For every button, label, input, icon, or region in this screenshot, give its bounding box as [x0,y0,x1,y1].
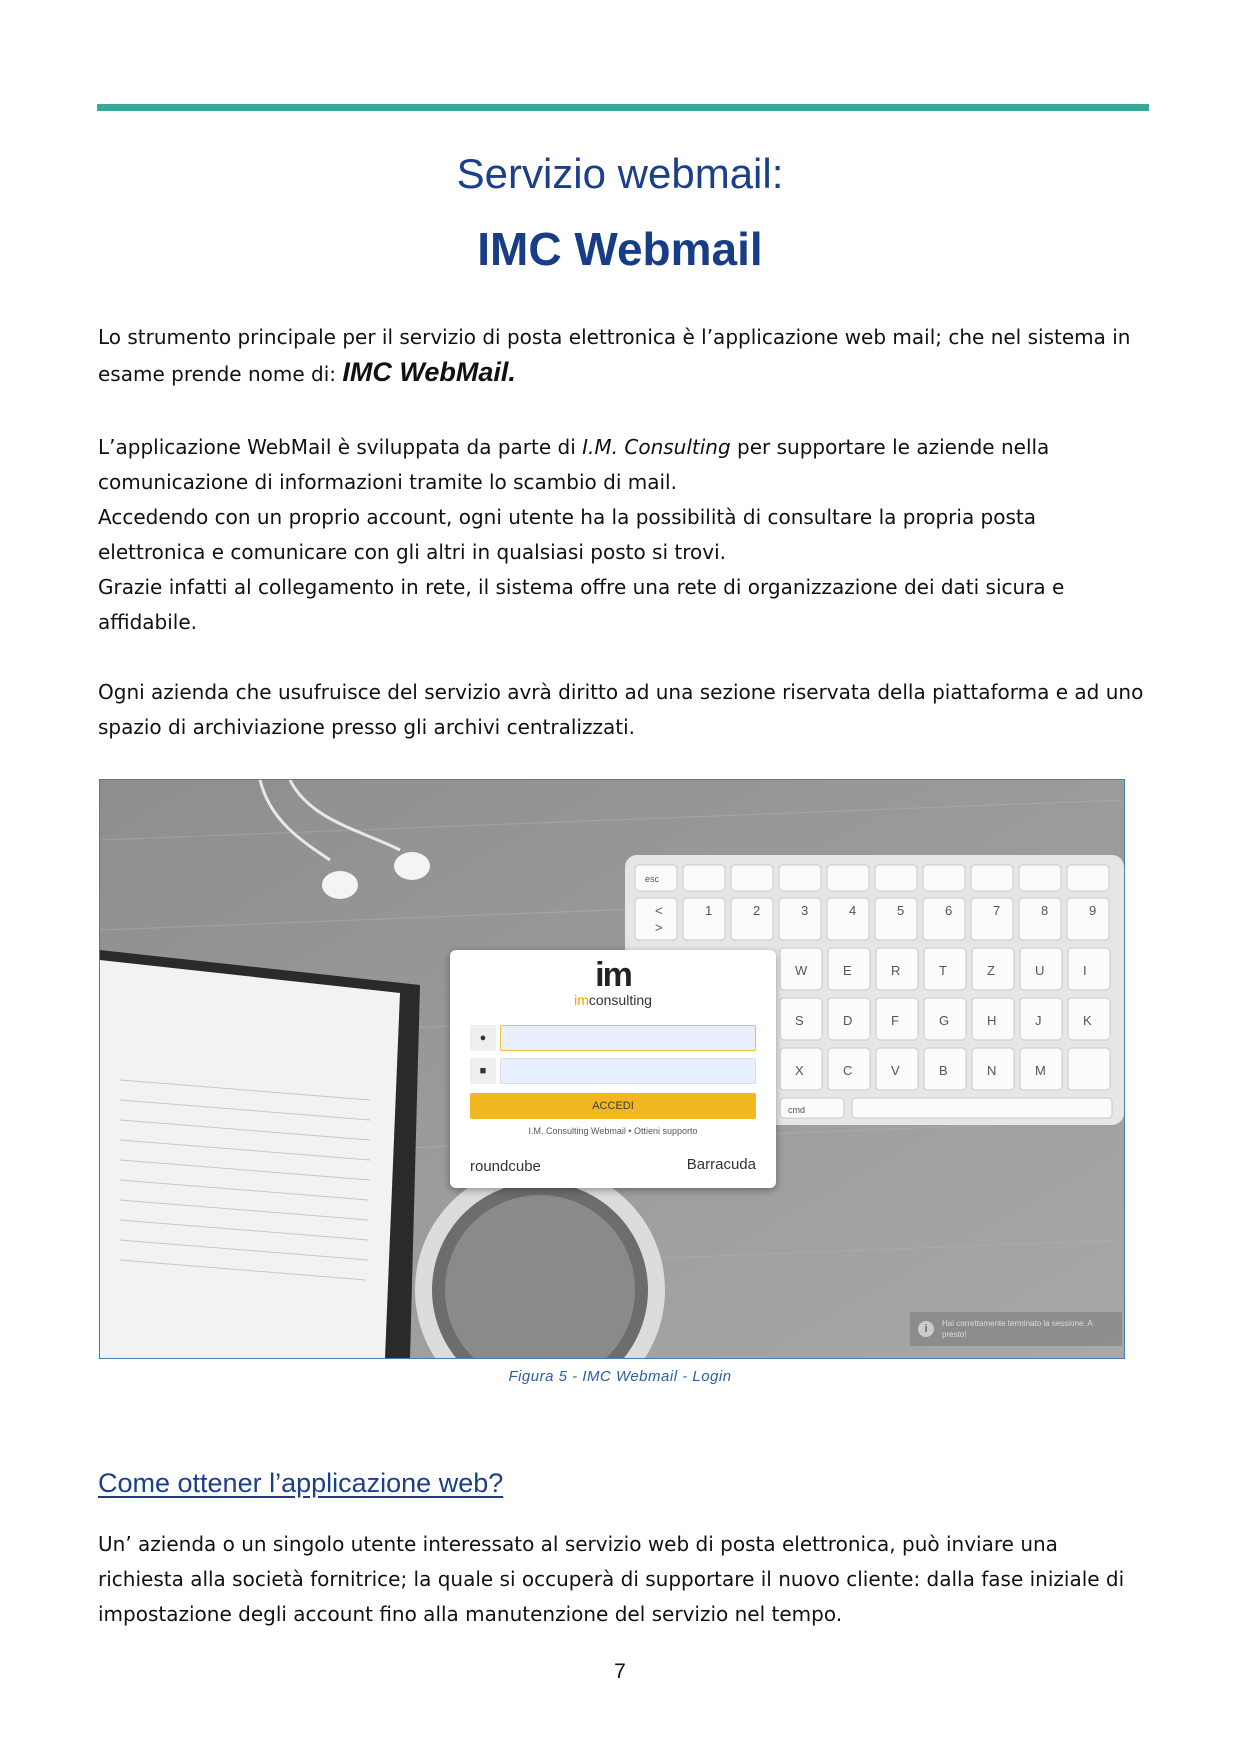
intro-paragraph [98,320,1148,392]
svg-text:D: D [843,1013,853,1028]
svg-text:U: U [1035,963,1045,978]
barracuda-logo: Barracuda [686,1156,756,1173]
section-heading: Come ottener l’applicazione web? [98,1468,504,1498]
svg-text:<: < [655,903,663,918]
page-subtitle: IMC Webmail [477,223,763,275]
logo-suffix: consulting [588,992,652,1008]
svg-text:2: 2 [753,903,761,918]
svg-text:N: N [987,1063,997,1078]
svg-text:M: M [1035,1063,1046,1078]
company-name: I.M. Consulting [582,435,731,459]
svg-text:9: 9 [1089,903,1097,918]
header-rule [97,104,1149,111]
desc-text-after: per supportare le aziende nella comunicazione di informazioni tramite lo scambio di mail. [98,435,1050,494]
svg-text:T: T [939,963,947,978]
svg-text:cmd: cmd [788,1105,806,1115]
info-icon: i [918,1321,934,1337]
svg-text:Z: Z [987,963,995,978]
login-figure [99,779,1125,1359]
svg-text:C: C [843,1063,853,1078]
description-line-1 [98,430,1148,500]
toast-text: Hai correttamente terminato la sessione. A presto! [942,1319,1093,1339]
svg-text:G: G [939,1013,950,1028]
password-field[interactable] [470,1058,756,1084]
svg-text:8: 8 [1041,903,1049,918]
lock-icon: ■ [470,1058,496,1084]
svg-text:E: E [843,963,852,978]
logout-toast [910,1312,1122,1346]
description-paragraph [98,430,1148,640]
svg-text:4: 4 [849,903,857,918]
page-title: Servizio webmail: [456,150,784,197]
brand-name: IMC WebMail. [342,357,516,387]
description-line-3: Grazie infatti al collegamento in rete, il sistema offre una rete di organizzazione dei dati sicura e affidabile. [98,575,1065,634]
login-card [450,950,776,1188]
intro-text: Lo strumento principale per il servizio di posta elettronica è l’applicazione web mail; che nel sistema in esame prende nome di: [98,325,1131,386]
svg-text:R: R [891,963,901,978]
logo-prefix: im [574,992,589,1008]
svg-text:esc: esc [645,874,660,884]
svg-text:H: H [987,1013,997,1028]
svg-text:1: 1 [705,903,713,918]
section-paragraph: Un’ azienda o un singolo utente interessato al servizio web di posta elettronica, può inviare una richiesta alla società fornitrice; la quale si occuperà di supportare il nuovo cliente: dalla fase iniziale di impostazione degli account fino alla manutenzione del servizio nel tempo. [98,1532,1125,1626]
svg-text:K: K [1083,1013,1092,1028]
support-links[interactable]: I.M. Consulting Webmail • Ottieni supporto [528,1126,698,1136]
svg-text:>: > [655,920,663,935]
svg-text:J: J [1035,1013,1042,1028]
svg-text:5: 5 [897,903,905,918]
logo-mark: im [595,956,631,994]
svg-text:W: W [795,963,808,978]
username-field[interactable] [470,1025,756,1051]
storage-paragraph: Ogni azienda che usufruisce del servizio avrà diritto ad una sezione riservata della piattaforma e ad uno spazio di archiviazione presso gli archivi centralizzati. [98,680,1144,739]
notebook [100,950,420,1358]
desc-text: L’applicazione WebMail è sviluppata da parte di [98,435,583,459]
svg-text:6: 6 [945,903,953,918]
svg-text:X: X [795,1063,804,1078]
roundcube-logo: roundcube [470,1158,541,1175]
svg-text:B: B [939,1063,948,1078]
login-button[interactable]: ACCEDI [470,1093,756,1119]
svg-text:S: S [795,1013,804,1028]
description-line-2: Accedendo con un proprio account, ogni utente ha la possibilità di consultare la propria posta elettronica e comunicare con gli altri in qualsiasi posto si trovi. [98,505,1037,564]
page-number: 7 [614,1660,626,1683]
svg-text:V: V [891,1063,900,1078]
figure-caption: Figura 5 - IMC Webmail - Login [508,1368,732,1385]
svg-text:7: 7 [993,903,1001,918]
svg-text:F: F [891,1013,899,1028]
user-icon: ● [470,1025,496,1051]
logo-text [450,992,776,1008]
password-input[interactable] [500,1058,756,1084]
svg-text:I: I [1083,963,1087,978]
username-input[interactable] [500,1025,756,1051]
svg-text:3: 3 [801,903,809,918]
